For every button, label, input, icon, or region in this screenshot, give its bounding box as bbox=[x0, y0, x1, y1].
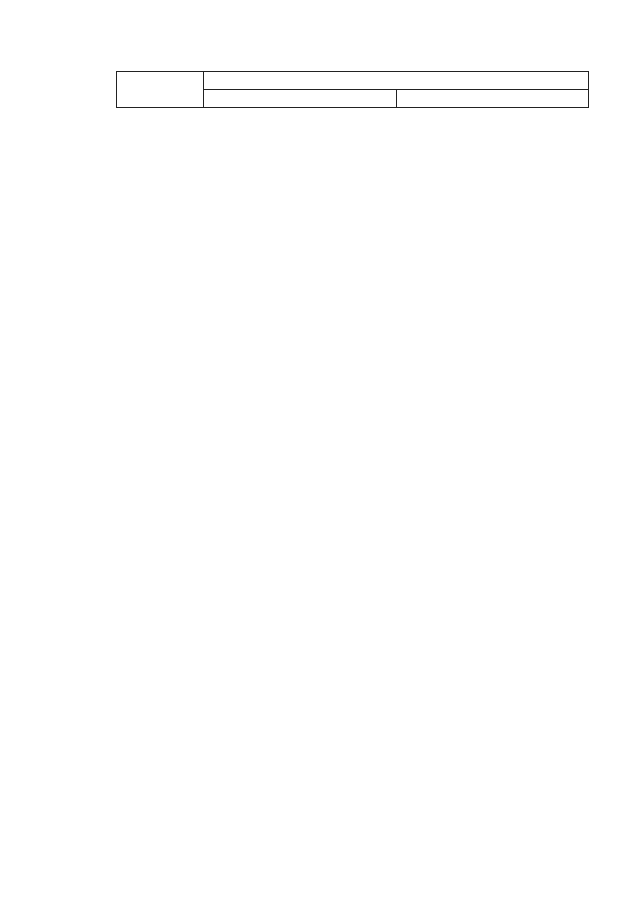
header-y bbox=[396, 90, 589, 108]
header-point-number bbox=[117, 72, 204, 108]
header-x bbox=[204, 90, 397, 108]
document-body bbox=[104, 60, 601, 121]
header-coordinate-system bbox=[204, 72, 589, 90]
coordinates-table bbox=[116, 71, 589, 108]
